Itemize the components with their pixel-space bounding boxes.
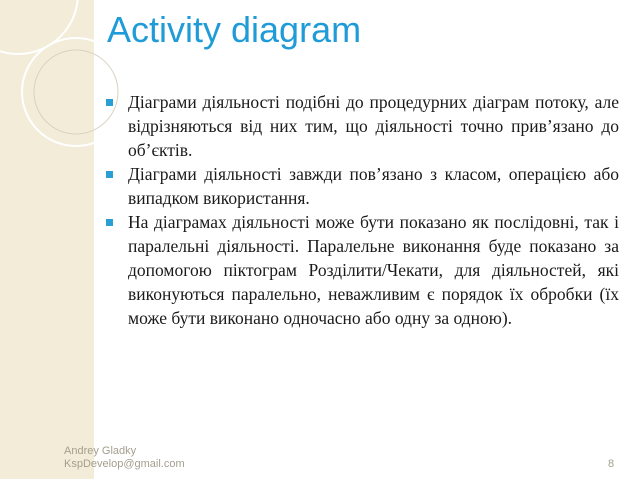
footer	[64, 445, 185, 471]
bullet-icon	[106, 99, 113, 106]
bullet-text: На діаграмах діяльності може бути показано як послідовні, так і паралельні діяльності. Паралельне виконання буде показано за допомогою піктограм Розділити/Чекати, для діяльностей, які виконуються паралельно, неважливим є порядок їх обробки (їх може бути виконано одночасно або одну за одною).	[128, 212, 619, 328]
footer-author: Andrey Gladky	[64, 445, 137, 457]
bullet-item	[106, 162, 619, 210]
footer-email: KspDevelop@gmail.com	[64, 458, 185, 470]
bullet-icon	[106, 171, 113, 178]
slide-title: Activity diagram	[107, 9, 362, 50]
page-number: 8	[608, 458, 615, 470]
bullet-item	[106, 90, 619, 162]
bullet-text: Діаграми діяльності завжди пов’язано з класом, операцією або випадком використання.	[128, 164, 619, 208]
bullet-item	[106, 210, 619, 330]
bullet-icon	[106, 219, 113, 226]
bullet-list	[106, 90, 619, 330]
bullet-text: Діаграми діяльності подібні до процедурних діаграм потоку, але відрізняються від них тим, що діяльності точно прив’язано до об’єктів.	[128, 92, 619, 160]
